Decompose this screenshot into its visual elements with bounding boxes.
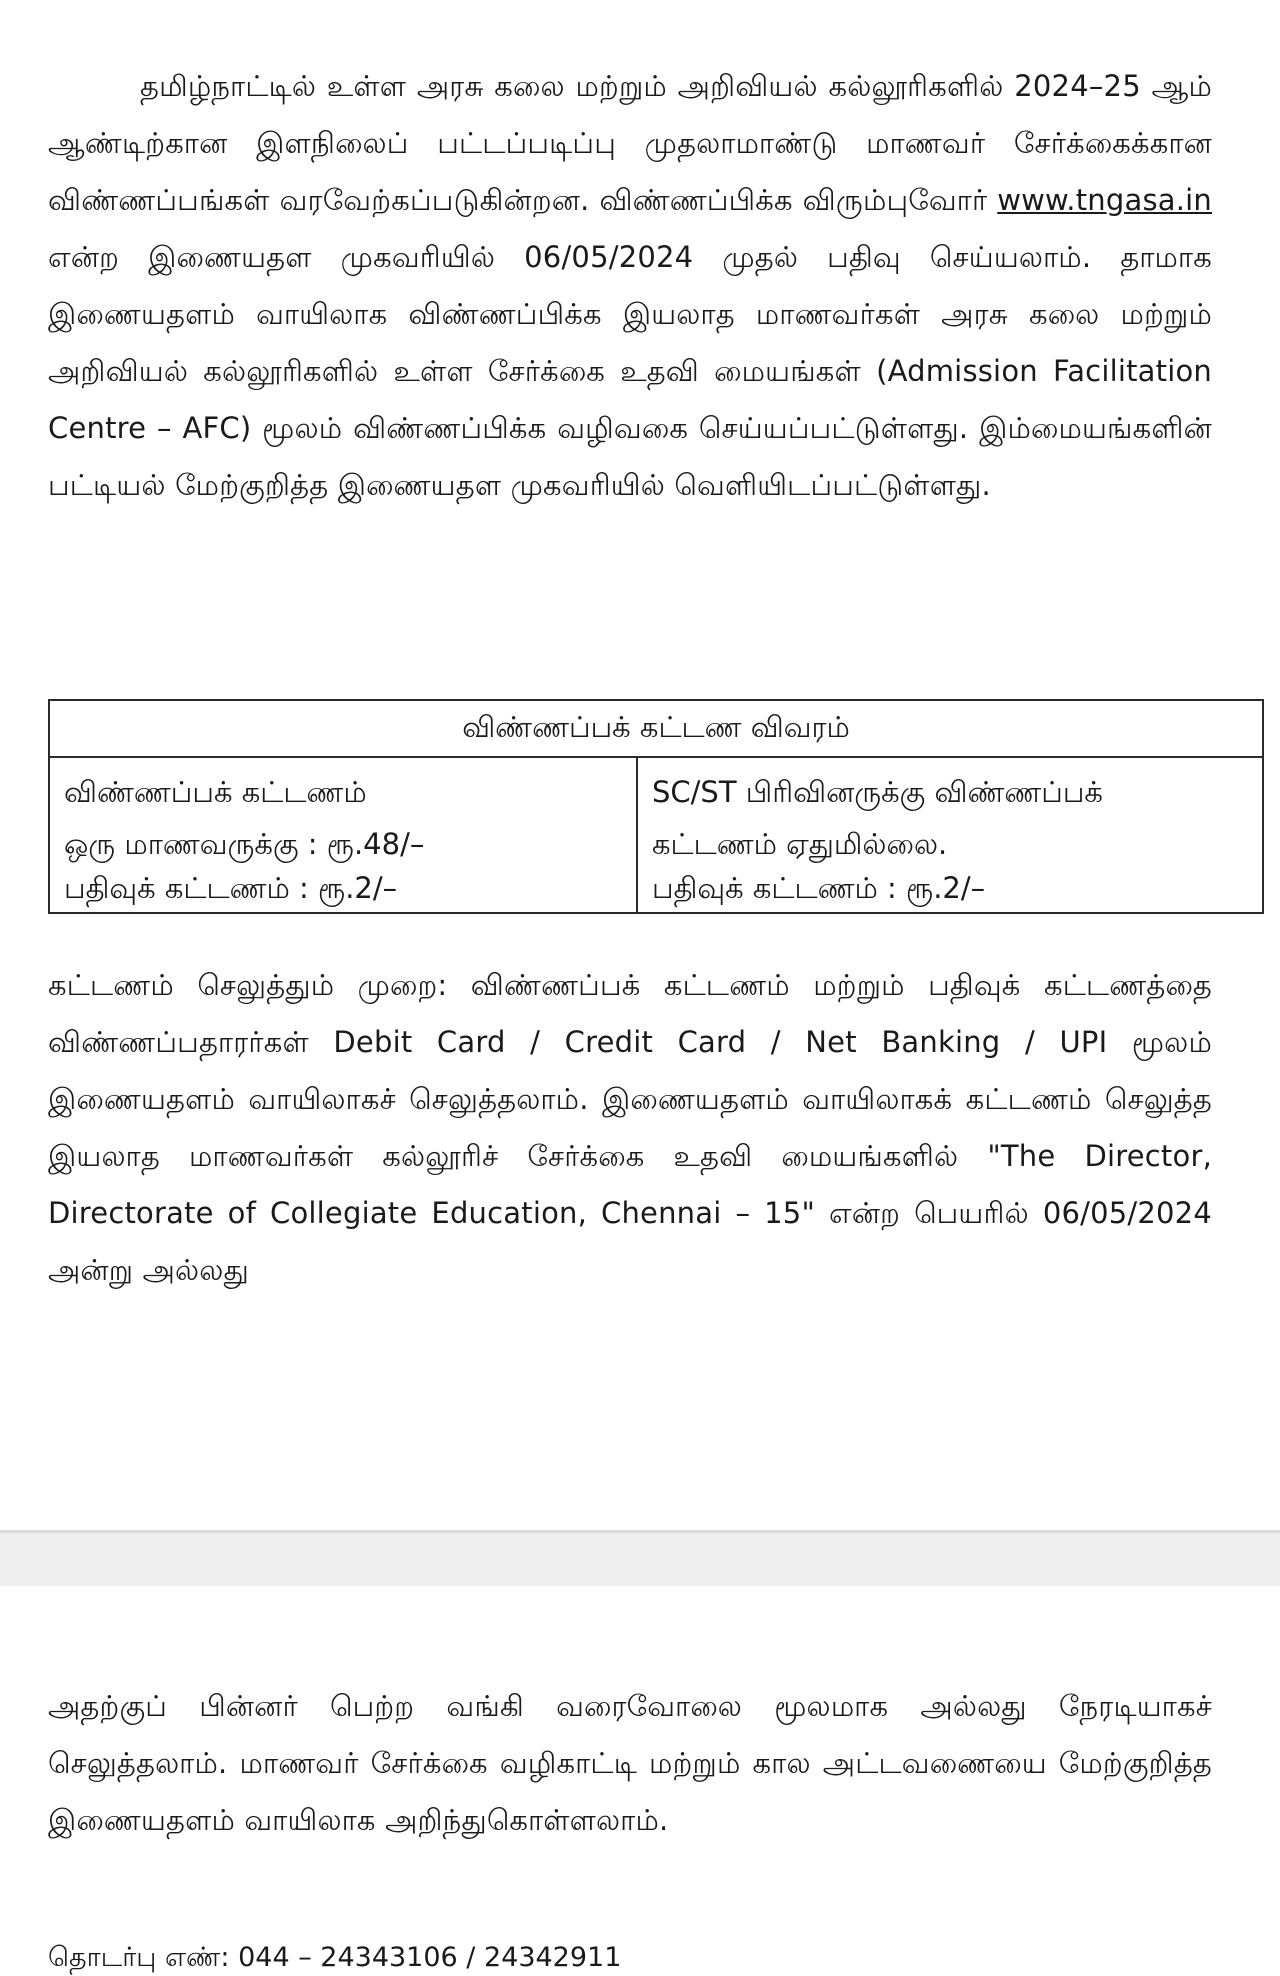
fee-table-right-cell: [637, 757, 1263, 913]
payment-paragraph: கட்டணம் செலுத்தும் முறை: விண்ணப்பக் கட்டணம் மற்றும் பதிவுக் கட்டணத்தை விண்ணப்பதாரர்கள் Debit Card / Credit Card / Net Banking / UPI மூலம் இணையதளம் வாயிலாகச் செலுத்தலாம். இணையதளம் வாயிலாகக் கட்டணம் செலுத்த இயலாத மாணவர்கள் கல்லூரிச் சேர்க்கை உதவி மையங்களில் "The Director, Directorate of Collegiate Education, Chennai – 15" என்ற பெயரில் 06/05/2024 அன்று அல்லது: [48, 968, 1212, 1287]
website-link[interactable]: www.tngasa.in: [997, 183, 1212, 217]
general-fee-label: விண்ணப்பக் கட்டணம்: [64, 775, 367, 809]
contact-number: தொடர்பு எண்: 044 – 24343106 / 24342911: [48, 1942, 622, 1973]
scst-fee-exemption: கட்டணம் ஏதுமில்லை.: [652, 827, 948, 861]
fee-details-table: [48, 699, 1264, 914]
scst-fee-label: SC/ST பிரிவினருக்கு விண்ணப்பக்: [652, 775, 1103, 809]
fee-table-left-cell: [49, 757, 637, 913]
fee-table-body-row: [49, 757, 1263, 913]
fee-table-header: விண்ணப்பக் கட்டண விவரம்: [49, 700, 1263, 757]
intro-paragraph: [48, 58, 1212, 514]
page-separator: [0, 1530, 1280, 1586]
intro-text-before-link: தமிழ்நாட்டில் உள்ள அரசு கலை மற்றும் அறிவியல் கல்லூரிகளில் 2024–25 ஆம் ஆண்டிற்கான இளநிலைப் பட்டப்படிப்பு முதலாமாண்டு மாணவர் சேர்க்கைக்கான விண்ணப்பங்கள் வரவேற்கப்படுகின்றன. விண்ணப்பிக்க விரும்புவோர்: [48, 69, 1212, 217]
general-fee-amount: ஒரு மாணவருக்கு : ரூ.48/–: [64, 827, 425, 861]
intro-text-after-link: என்ற இணையதள முகவரியில் 06/05/2024 முதல் பதிவு செய்யலாம். தாமாக இணையதளம் வாயிலாக விண்ணப்பிக்க இயலாத மாணவர்கள் அரசு கலை மற்றும் அறிவியல் கல்லூரிகளில் உள்ள சேர்க்கை உதவி மையங்கள் (Admission Facilitation Centre – AFC) மூலம் விண்ணப்பிக்க வழிவகை செய்யப்பட்டுள்ளது. இம்மையங்களின் பட்டியல் மேற்குறித்த இணையதள முகவரியில் வெளியிடப்பட்டுள்ளது.: [48, 240, 1212, 502]
fee-table-header-row: [49, 700, 1263, 757]
continuation-paragraph: அதற்குப் பின்னர் பெற்ற வங்கி வரைவோலை மூலமாக அல்லது நேரடியாகச் செலுத்தலாம். மாணவர் சேர்க்கை வழிகாட்டி மற்றும் கால அட்டவணையை மேற்குறித்த இணையதளம் வாயிலாக அறிந்துகொள்ளலாம்.: [48, 1689, 1212, 1837]
scst-registration-fee: பதிவுக் கட்டணம் : ரூ.2/–: [652, 871, 986, 905]
general-registration-fee: பதிவுக் கட்டணம் : ரூ.2/–: [64, 871, 398, 905]
